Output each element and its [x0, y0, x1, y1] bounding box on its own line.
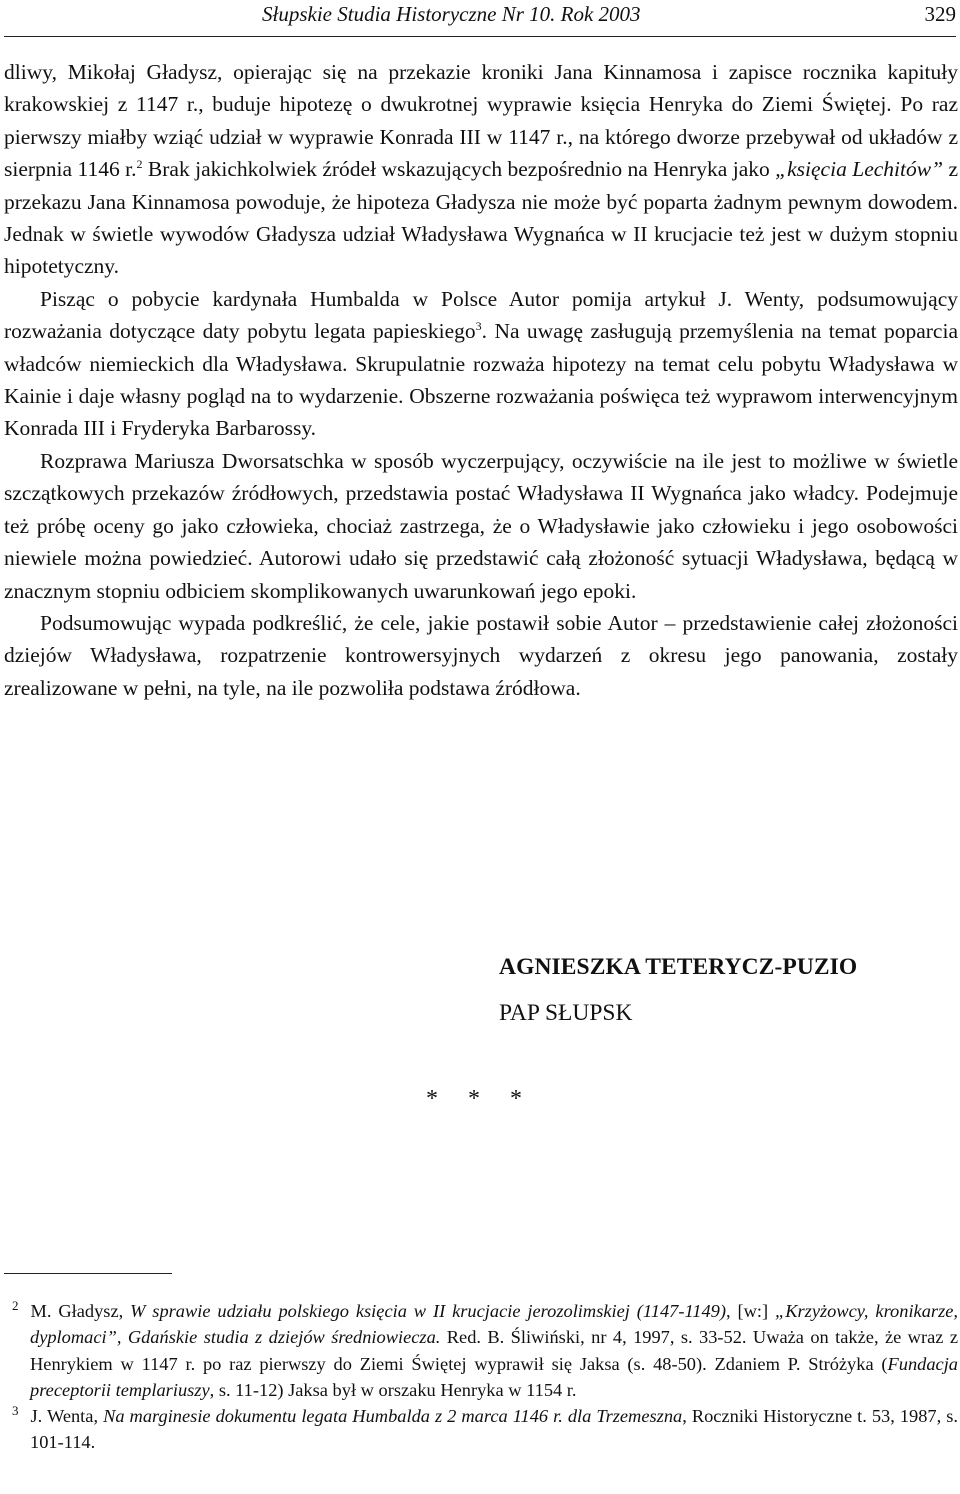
body-text — [4, 56, 958, 704]
p1-text-c: z przekazu Jana Kinnamosa powoduje, że hipoteza Gładysza nie może być poparta żadnym pewnym dowodem. Jednak w świetle wywodów Gładysza udział Władysława Wygnańca w II krucjacie też jest w dużym stopniu hipotetyczny. — [4, 157, 959, 279]
footnote-2-number: 2 — [12, 1297, 19, 1313]
fn2-title2: Fundacja preceptorii templariuszy — [30, 1353, 958, 1400]
p2-text-b: . Na uwagę zasługują przemyślenia na temat poparcia władców niemieckich dla Władysława. Skrupulatnie rozważa hipotezy na temat celu pobytu Władysława w Kainie i daje własny pogląd na to wydarzenie. Obszerne rozważania poświęca też wyprawom interwencyjnym Konrada III i Fryderyka Barbarossy. — [4, 319, 958, 441]
footnote-rule — [4, 1273, 172, 1274]
p1-text-b: Brak jakichkolwiek źródeł wskazujących bezpośrednio na Henryka jako — [142, 157, 776, 182]
journal-title: Słupskie Studia Historyczne Nr 10. Rok 2003 — [262, 2, 641, 26]
p2-text-a: Pisząc o pobycie kardynała Humbalda w Polsce Autor pomija artykuł J. Wenty, podsumowujący rozważania dotyczące daty pobytu legata papieskiego — [4, 286, 958, 344]
footnote-ref-3: 3 — [475, 319, 482, 334]
footnote-3 — [4, 1403, 958, 1456]
footnote-2 — [4, 1298, 958, 1403]
author-affiliation: PAP SŁUPSK — [499, 1000, 633, 1026]
fn3-text-a: J. Wenta, — [30, 1406, 104, 1427]
paragraph-3: Rozprawa Mariusza Dworsatschka w sposób wyczerpujący, oczywiście na ile jest to możliwe w świetle szczątkowych przekazów źródłowych, przedstawia postać Władysława II Wygnańca jako władcy. Podejmuje też próbę oceny go jako człowieka, chociaż zastrzega, że o Władysławie jako człowieku i jego osobowości niewiele można powiedzieć. Autorowi udało się przedstawić całą złożoność sytuacji Władysława, będącą w znacznym stopniu odbiciem skomplikowanych uwarunkowań jego epoki. — [4, 448, 958, 603]
footnote-ref-2: 2 — [136, 157, 143, 172]
header-rule — [4, 36, 956, 37]
p1-italic-quote: „księcia Lechitów” — [775, 157, 944, 182]
paragraph-4: Podsumowując wypada podkreślić, że cele, jakie postawił sobie Autor – przedstawienie całej złożoności dziejów Władysława, rozpatrzenie kontrowersyjnych wydarzeń z okresu jego panowania, zostały zrealizowane w pełni, na tyle, na ile pozwoliła podstawa źródłowa. — [4, 610, 958, 700]
author-name: AGNIESZKA TETERYCZ-PUZIO — [499, 954, 858, 980]
running-header — [0, 0, 960, 30]
paragraph-2 — [4, 283, 958, 445]
fn2-series: „Krzyżowcy, kronikarze, dyplomaci”, Gdańskie studia z dziejów średniowiecza. — [30, 1301, 958, 1348]
paragraph-1 — [4, 56, 958, 283]
p1-text-a: dliwy, Mikołaj Gładysz, opierając się na przekazie kroniki Jana Kinnamosa i zapisce rocznika kapituły krakowskiej z 1147 r., buduje hipotezę o dwukrotnej wyprawie księcia Henryka do Ziemi Świętej. Po raz pierwszy miałby wziąć udział w wyprawie Konrada III w 1147 r., na którego dworze przebywał od układów z sierpnia 1146 r. — [4, 60, 958, 182]
review-signature — [499, 953, 857, 1027]
fn3-text-b: , Roczniki Historyczne t. 53, 1987, s. 101-114. — [30, 1406, 958, 1453]
fn3-title: Na marginesie dokumentu legata Humbalda z 2 marca 1146 r. dla Trzemeszna — [103, 1406, 683, 1427]
fn2-text-b: , [w:] — [726, 1301, 776, 1321]
page-number: 329 — [924, 2, 956, 26]
fn2-title: W sprawie udziału polskiego księcia w II krucjacie jerozolimskiej (1147-1149) — [130, 1301, 726, 1321]
fn2-text-c: Red. B. Śliwiński, nr 4, 1997, s. 33-52. Uważa on także, że wraz z Henrykiem w 1147 r. po raz pierwszy do Ziemi Świętej wyprawił się Jaksa (s. 48-50). Zdaniem P. Stróżyka ( — [30, 1327, 958, 1374]
section-separator: * * * — [426, 1086, 534, 1112]
fn2-text-a: M. Gładysz, — [30, 1301, 131, 1321]
fn2-text-d: , s. 11-12) Jaksa był w orszaku Henryka w 1154 r. — [209, 1379, 577, 1400]
footnote-3-number: 3 — [12, 1403, 19, 1419]
footnotes — [4, 1298, 958, 1456]
